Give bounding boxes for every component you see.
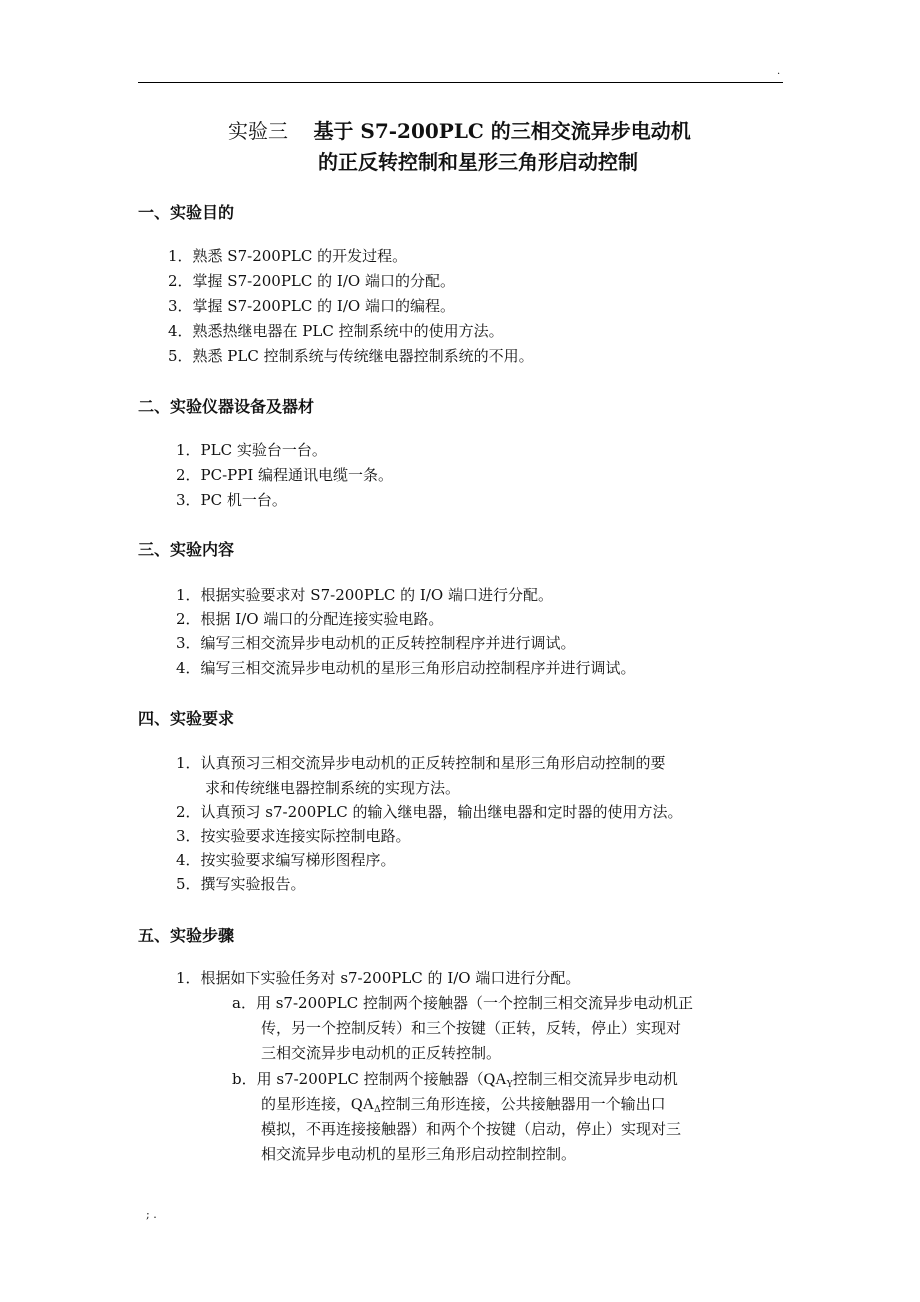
- list-item: 2．掌握 S7-200PLC 的 I/O 端口的分配。: [168, 272, 455, 290]
- title-line-1: [228, 115, 691, 144]
- list-item: 1．熟悉 S7-200PLC 的开发过程。: [168, 247, 408, 265]
- list-item: 3．PC 机一台。: [176, 491, 287, 509]
- header-mark: .: [777, 66, 781, 77]
- list-item-continued: 求和传统继电器控制系统的实现方法。: [205, 779, 461, 797]
- qa-y-label: QA: [483, 1071, 507, 1088]
- qa-delta-label: QA: [351, 1096, 375, 1113]
- list-item: 1．认真预习三相交流异步电动机的正反转控制和星形三角形启动控制的要: [176, 754, 666, 772]
- list-item: 2．认真预习 s7-200PLC 的输入继电器，输出继电器和定时器的使用方法。: [176, 803, 683, 821]
- header-rule: [138, 82, 783, 83]
- sub-item-a: a．用 s7-200PLC 控制两个接触器（一个控制三相交流异步电动机正: [232, 994, 693, 1012]
- sub-item-b-text: 控制三角形连接，公共接触器用一个输出口: [380, 1095, 666, 1113]
- list-item: 3．掌握 S7-200PLC 的 I/O 端口的编程。: [168, 297, 455, 315]
- qa-y-subscript: Y: [506, 1080, 513, 1090]
- section-heading-purpose: 一、实验目的: [138, 203, 235, 222]
- section-heading-content: 三、实验内容: [138, 540, 235, 559]
- list-item: 4．熟悉热继电器在 PLC 控制系统中的使用方法。: [168, 322, 504, 340]
- sub-item-b-text: 的星形连接，: [261, 1095, 352, 1113]
- list-item: 3．编写三相交流异步电动机的正反转控制程序并进行调试。: [176, 634, 576, 652]
- title-prefix: 实验三: [228, 119, 288, 143]
- list-item: 5．熟悉 PLC 控制系统与传统继电器控制系统的不用。: [168, 347, 534, 365]
- sub-item-a-continued: 传，另一个控制反转）和三个按键（正转，反转，停止）实现对: [261, 1019, 682, 1037]
- section-heading-requirements: 四、实验要求: [138, 709, 235, 728]
- title-line-2: 的正反转控制和星形三角形启动控制: [318, 150, 638, 174]
- footer-mark: ; .: [146, 1208, 157, 1221]
- sub-item-b-continued: 模拟，不再连接接触器）和两个个按键（启动，停止）实现对三: [261, 1120, 682, 1138]
- title-main: 基于 S7-200PLC 的三相交流异步电动机: [313, 119, 691, 143]
- qa-delta-subscript: Δ: [374, 1105, 381, 1115]
- sub-item-a-continued: 三相交流异步电动机的正反转控制。: [261, 1044, 502, 1062]
- list-item: 1．根据如下实验任务对 s7-200PLC 的 I/O 端口进行分配。: [176, 969, 581, 987]
- list-item: 1．根据实验要求对 S7-200PLC 的 I/O 端口进行分配。: [176, 586, 553, 604]
- section-heading-equipment: 二、实验仪器设备及器材: [138, 397, 315, 416]
- sub-item-b-text: 控制三相交流异步电动机: [512, 1070, 678, 1088]
- list-item: 2．PC-PPI 编程通讯电缆一条。: [176, 466, 394, 484]
- list-item: 3．按实验要求连接实际控制电路。: [176, 827, 411, 845]
- list-item: 5．撰写实验报告。: [176, 875, 306, 893]
- list-item: 2．根据 I/O 端口的分配连接实验电路。: [176, 610, 444, 628]
- section-heading-steps: 五、实验步骤: [138, 926, 235, 945]
- sub-item-b-continued: 相交流异步电动机的星形三角形启动控制控制。: [261, 1145, 577, 1163]
- list-item: 4．编写三相交流异步电动机的星形三角形启动控制程序并进行调试。: [176, 659, 636, 677]
- list-item: 1．PLC 实验台一台。: [176, 441, 327, 459]
- list-item: 4．按实验要求编写梯形图程序。: [176, 851, 396, 869]
- sub-item-b-text: b．用 s7-200PLC 控制两个接触器（: [232, 1070, 484, 1088]
